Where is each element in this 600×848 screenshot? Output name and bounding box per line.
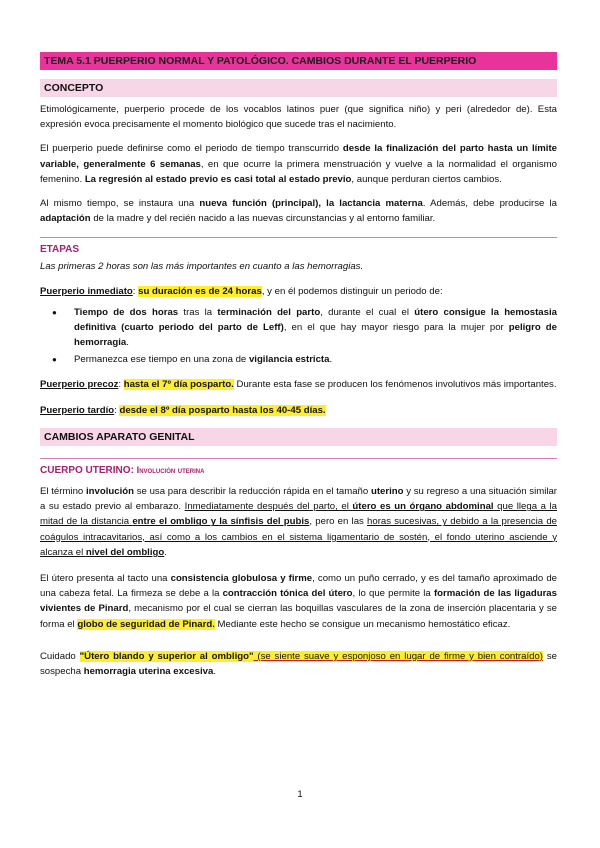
page-number: 1 [297, 789, 303, 800]
puerperio-precoz: Puerperio precoz: hasta el 7º día posparto. Durante esta fase se producen los fenómenos involutivos más importantes. [40, 378, 557, 390]
cambios-heading: CAMBIOS APARATO GENITAL [40, 428, 557, 446]
puerperio-inmediato: Puerperio inmediato: su duración es de 24 horas, y en él podemos distinguir un periodo de: [40, 285, 443, 297]
cuidado-paragraph: Cuidado "Útero blando y superior al ombligo" (se siente suave y esponjoso en lugar de firme y bien contraído) se sospecha hemorragia uterina excesiva. [40, 650, 557, 678]
section-divider [40, 458, 557, 459]
concepto-paragraph-3: Al mismo tiempo, se instaura una nueva función (principal), la lactancia materna. Además, debe producirse la adaptación de la madre y del recién nacido a las nuevas circunstancias y al entorno familiar. [40, 198, 557, 225]
etapas-heading: ETAPAS [40, 244, 80, 256]
list-item: ● Permanezca ese tiempo en una zona de vigilancia estricta. [40, 352, 557, 367]
consistencia-paragraph: El útero presenta al tacto una consistencia globulosa y firme, como un puño cerrado, y es del tamaño aproximado de una cabeza fetal. La firmeza se debe a la contracción tónica del útero, lo que permite la formación de las ligaduras vivientes de Pinard, mecanismo por el cual se cierran las boquillas vasculares de la zona de inserción placentaria y se forma el globo de seguridad de Pinard. Mediante este hecho se consigue un mecanismo hemostático eficaz. [40, 573, 558, 630]
list-item: ● Tiempo de dos horas tras la terminación del parto, durante el cual el útero consigue la hemostasia definitiva (cuarto periodo del parto de Leff), en el que hay mayor riesgo para la mujer por peligro de hemorragia. [40, 305, 557, 351]
puerperio-tardio: Puerperio tardío: desde el 8º día posparto hasta los 40-45 días. [40, 404, 326, 416]
cuerpo-uterino-heading: CUERPO UTERINO: Involución uterina [40, 465, 205, 477]
concepto-heading: CONCEPTO [40, 79, 557, 97]
document-page [40, 52, 557, 679]
concepto-paragraph-1: Etimológicamente, puerperio procede de los vocablos latinos puer (que significa niño) y peri (alrededor de). Esta expresión evoca precisamente el momento biológico que sucede tras el nacimiento. [40, 104, 557, 131]
etapas-intro: Las primeras 2 horas son las más importantes en cuanto a las hemorragias. [40, 261, 364, 273]
page-title: TEMA 5.1 PUERPERIO NORMAL Y PATOLÓGICO. CAMBIOS DURANTE EL PUERPERIO [40, 52, 557, 70]
inmediato-list [40, 305, 557, 368]
section-divider [40, 237, 557, 238]
concepto-paragraph-2: El puerperio puede definirse como el periodo de tiempo transcurrido desde la finalización del parto hasta un límite variable, generalmente 6 semanas, en que ocurre la primera menstruación y vuelve a la normalidad el organismo femenino. La regresión al estado previo es casi total al estado previo, aunque perduran ciertos cambios. [40, 143, 557, 185]
involucion-paragraph: El término involución se usa para describir la reducción rápida en el tamaño uterino y su regreso a una situación similar a su estado previo al embarazo. Inmediatamente después del parto, el útero es un órgano abdominal que llega a la mitad de la distancia entre el ombligo y la sínfisis del pubis, pero en las horas sucesivas, y debido a la presencia de coágulos intracavitarios, así como a los cambios en el sistema ligamentario de sostén, el fondo uterino asciende y alcanza el nivel del ombligo. [40, 486, 557, 558]
